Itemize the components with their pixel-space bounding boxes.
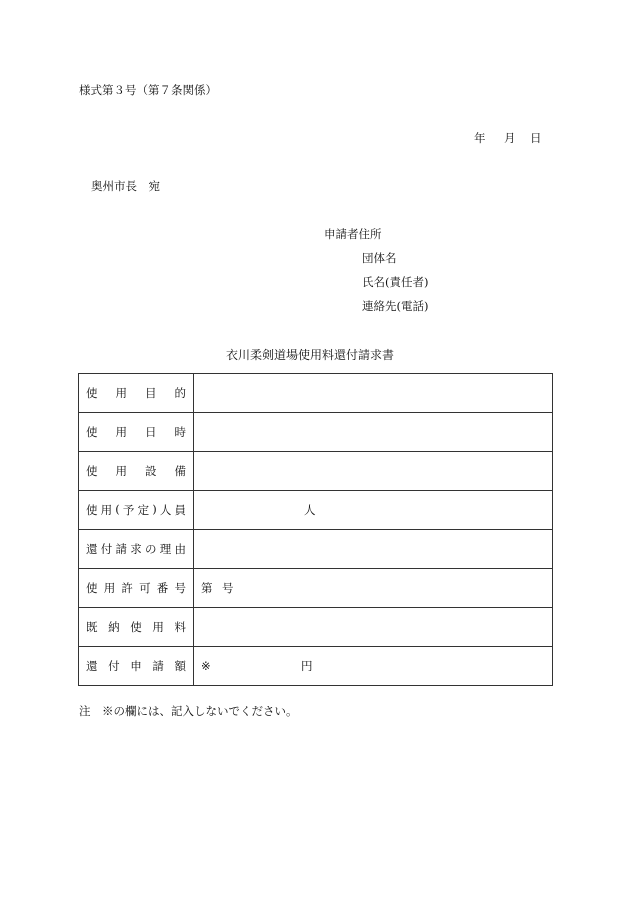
row-label-char: 使 xyxy=(86,386,98,400)
table-row xyxy=(79,647,553,686)
row-label-char: 号 xyxy=(174,581,186,595)
row-label-char: 使 xyxy=(86,464,98,478)
table-row xyxy=(79,491,553,530)
row-label-char: 備 xyxy=(174,464,186,478)
table-row xyxy=(79,569,553,608)
row-value-prefix: ※ xyxy=(201,659,211,673)
row-label xyxy=(79,530,194,569)
row-label-char: 由 xyxy=(174,542,186,556)
row-label xyxy=(79,452,194,491)
form-number: 様式第３号（第７条関係） xyxy=(79,83,217,97)
applicant-name-label: 氏名(責任者) xyxy=(362,275,429,289)
row-label xyxy=(79,569,194,608)
row-label-char: 目 xyxy=(145,386,157,400)
row-label-char: 還 xyxy=(86,659,98,673)
row-label xyxy=(79,491,194,530)
row-label-char: 求 xyxy=(130,542,142,556)
row-label-char: 許 xyxy=(121,581,133,595)
row-label-char: 用 xyxy=(103,581,116,595)
row-label-char: 定 xyxy=(137,503,150,517)
row-value-field[interactable] xyxy=(194,530,553,569)
row-value-field[interactable] xyxy=(194,452,553,491)
row-value-suffix: 円 xyxy=(301,659,313,673)
date-month: 月 xyxy=(504,131,516,145)
row-label-char: 用 xyxy=(152,620,164,634)
date-year: 年 xyxy=(474,131,486,145)
row-label-char: 使 xyxy=(86,503,98,517)
date-day: 日 xyxy=(530,131,542,145)
table-row xyxy=(79,413,553,452)
row-label xyxy=(79,608,194,647)
row-label xyxy=(79,374,194,413)
row-label-char: の xyxy=(145,542,157,556)
row-label-char: 使 xyxy=(86,581,98,595)
row-label-char: 料 xyxy=(174,620,186,634)
applicant-address-label: 申請者住所 xyxy=(324,227,382,241)
applicant-org-label: 団体名 xyxy=(362,251,397,265)
row-label-char: 時 xyxy=(174,425,186,439)
table-row xyxy=(79,452,553,491)
row-value-field[interactable] xyxy=(194,608,553,647)
row-label-char: 用 xyxy=(100,503,113,517)
row-label-char: 還 xyxy=(86,542,98,556)
row-label-char: 用 xyxy=(115,386,127,400)
footnote: 注 ※の欄には、記入しないでください。 xyxy=(79,704,298,718)
row-label-char: 使 xyxy=(130,620,142,634)
row-label-char: 番 xyxy=(156,581,169,595)
row-label-char: 使 xyxy=(86,425,98,439)
row-label-char: 予 xyxy=(122,503,135,517)
table-row xyxy=(79,374,553,413)
row-label-char: 用 xyxy=(115,425,127,439)
row-value-suffix: 号 xyxy=(222,581,234,595)
applicant-contact-label: 連絡先(電話) xyxy=(362,299,429,313)
row-label-char: 納 xyxy=(108,620,120,634)
row-label-char: 付 xyxy=(108,659,120,673)
row-label-char: 申 xyxy=(130,659,142,673)
row-label-char: ) xyxy=(152,502,157,516)
row-label-char: 理 xyxy=(159,542,172,556)
row-label-char: 人 xyxy=(159,503,172,517)
addressee: 奥州市長 宛 xyxy=(91,179,160,193)
row-label-char: 日 xyxy=(145,425,157,439)
row-value-prefix: 第 xyxy=(201,581,213,595)
row-label-char: ( xyxy=(115,502,120,516)
row-label-char: 員 xyxy=(174,503,186,517)
row-label xyxy=(79,413,194,452)
row-label-char: 額 xyxy=(174,659,186,673)
row-label xyxy=(79,647,194,686)
table-row xyxy=(79,608,553,647)
form-table xyxy=(78,373,553,686)
row-value-field[interactable] xyxy=(194,491,553,530)
row-label-char: 設 xyxy=(145,464,157,478)
row-value-suffix: 人 xyxy=(304,503,316,517)
row-label-char: 既 xyxy=(86,620,98,634)
row-label-char: 可 xyxy=(139,581,151,595)
row-value-field[interactable] xyxy=(194,647,553,686)
date-line xyxy=(474,133,542,145)
row-value-field[interactable] xyxy=(194,413,553,452)
document-title: 衣川柔剣道場使用料還付請求書 xyxy=(226,348,395,362)
row-label-char: 請 xyxy=(152,659,164,673)
row-value-field[interactable] xyxy=(194,374,553,413)
row-label-char: 付 xyxy=(100,542,113,556)
row-value-field[interactable] xyxy=(194,569,553,608)
row-label-char: 用 xyxy=(115,464,127,478)
row-label-char: 的 xyxy=(174,386,186,400)
row-label-char: 請 xyxy=(115,542,127,556)
table-row xyxy=(79,530,553,569)
